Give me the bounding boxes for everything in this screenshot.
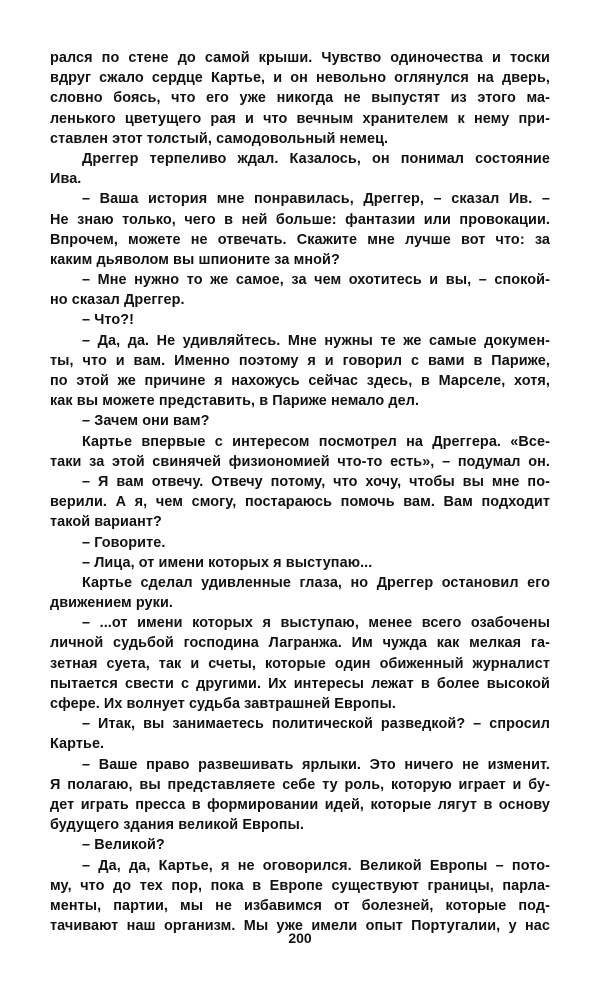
- text-line: – Ваше право развешивать ярлыки. Это ничего не изменит.: [82, 756, 550, 773]
- text-line: – Я вам отвечу. Отвечу потому, что хочу, чтобы вы мне по-: [82, 473, 550, 490]
- text-line: личной судьбой господина Лагранжа. Им чужда как мелкая га-: [50, 635, 550, 652]
- text-line: но сказал Дреггер.: [50, 292, 185, 309]
- text-line: – ...от имени которых я выступаю, менее всего озабочены: [82, 615, 550, 632]
- text-line: как вы можете представить, в Париже немало дел.: [50, 393, 420, 410]
- page-number: 200: [288, 930, 312, 946]
- text-line: рался по стене до самой крыши. Чувство одиночества и тоски: [50, 50, 550, 66]
- text-line: Ива.: [50, 171, 82, 188]
- text-line: – Итак, вы занимаетесь политической разведкой? – спросил: [82, 716, 550, 733]
- text-line: каким дьяволом вы шпионите за мной?: [50, 251, 340, 268]
- text-line: верили. А я, чем смогу, постараюсь помочь вам. Вам подходит: [50, 494, 550, 511]
- text-line: Картье.: [50, 736, 105, 753]
- text-line: движением руки.: [50, 595, 173, 612]
- text-line: дет играть пресса в формировании идей, которые лягут в основу: [50, 796, 550, 813]
- text-line: менты, партии, мы не избавимся от болезней, которые под-: [50, 897, 550, 914]
- text-line: по этой же причине я нахожусь сейчас здесь, в Марселе, хотя,: [50, 373, 550, 389]
- text-line: – Великой?: [82, 837, 165, 854]
- text-line: ставлен этот толстый, самодовольный немец.: [50, 130, 389, 147]
- text-line: Картье сделал удивленные глаза, но Дреггер остановил его: [82, 574, 550, 591]
- text-line: – Ваша история мне понравилась, Дреггер, – сказал Ив. –: [82, 191, 550, 208]
- text-line: будущего здания великой Европы.: [50, 817, 305, 834]
- text-line: тачивают наш организм. Мы уже имели опыт Португалии, у нас: [50, 918, 550, 935]
- text-line: таки за этой свинячей физиономией что-то есть», – подумал он.: [50, 453, 550, 470]
- text-line: сфере. Их волнует судьба завтрашней Европы.: [50, 696, 396, 712]
- body-text: [50, 48, 550, 936]
- text-line: – Да, да. Не удивляйтесь. Мне нужны те же самые докумен-: [82, 332, 550, 349]
- text-line: словно боясь, что его уже никогда не выпустят из этого ма-: [50, 90, 550, 107]
- text-line: Картье впервые с интересом посмотрел на Дреггера. «Все-: [82, 433, 550, 450]
- text-line: Не знаю только, чего в ней больше: фантазии или провокации.: [50, 211, 550, 228]
- text-line: вдруг сжало сердце Картье, и он невольно оглянулся на дверь,: [50, 70, 550, 87]
- text-line: Впрочем, можете не отвечать. Скажите мне лучше вот что: за: [50, 231, 550, 248]
- text-line: ты, что и вам. Именно поэтому я и говорил с вами в Париже,: [50, 352, 550, 369]
- text-line: – Лица, от имени которых я выступаю...: [82, 554, 373, 571]
- text-line: ленького цветущего рая и что вечным хранителем к нему при-: [50, 110, 550, 127]
- text-line: му, что до тех пор, пока в Европе существуют границы, парла-: [50, 877, 550, 894]
- text-line: зетная суета, так и счеты, которые один обиженный журналист: [50, 655, 550, 672]
- text-line: – Зачем они вам?: [82, 413, 210, 430]
- text-line: такой вариант?: [50, 514, 162, 531]
- text-line: Я полагаю, вы представляете себе ту роль, которую играет и бу-: [50, 776, 550, 793]
- text-line: – Что?!: [82, 312, 135, 329]
- text-line: – Мне нужно то же самое, за чем охотитесь и вы, – спокой-: [82, 272, 550, 289]
- text-line: – Да, да, Картье, я не оговорился. Великой Европы – пото-: [82, 857, 550, 874]
- text-line: – Говорите.: [82, 534, 166, 551]
- text-line: пытается свести с другими. Их интересы лежат в более высокой: [50, 675, 550, 692]
- text-line: Дреггер терпеливо ждал. Казалось, он понимал состояние: [82, 150, 550, 167]
